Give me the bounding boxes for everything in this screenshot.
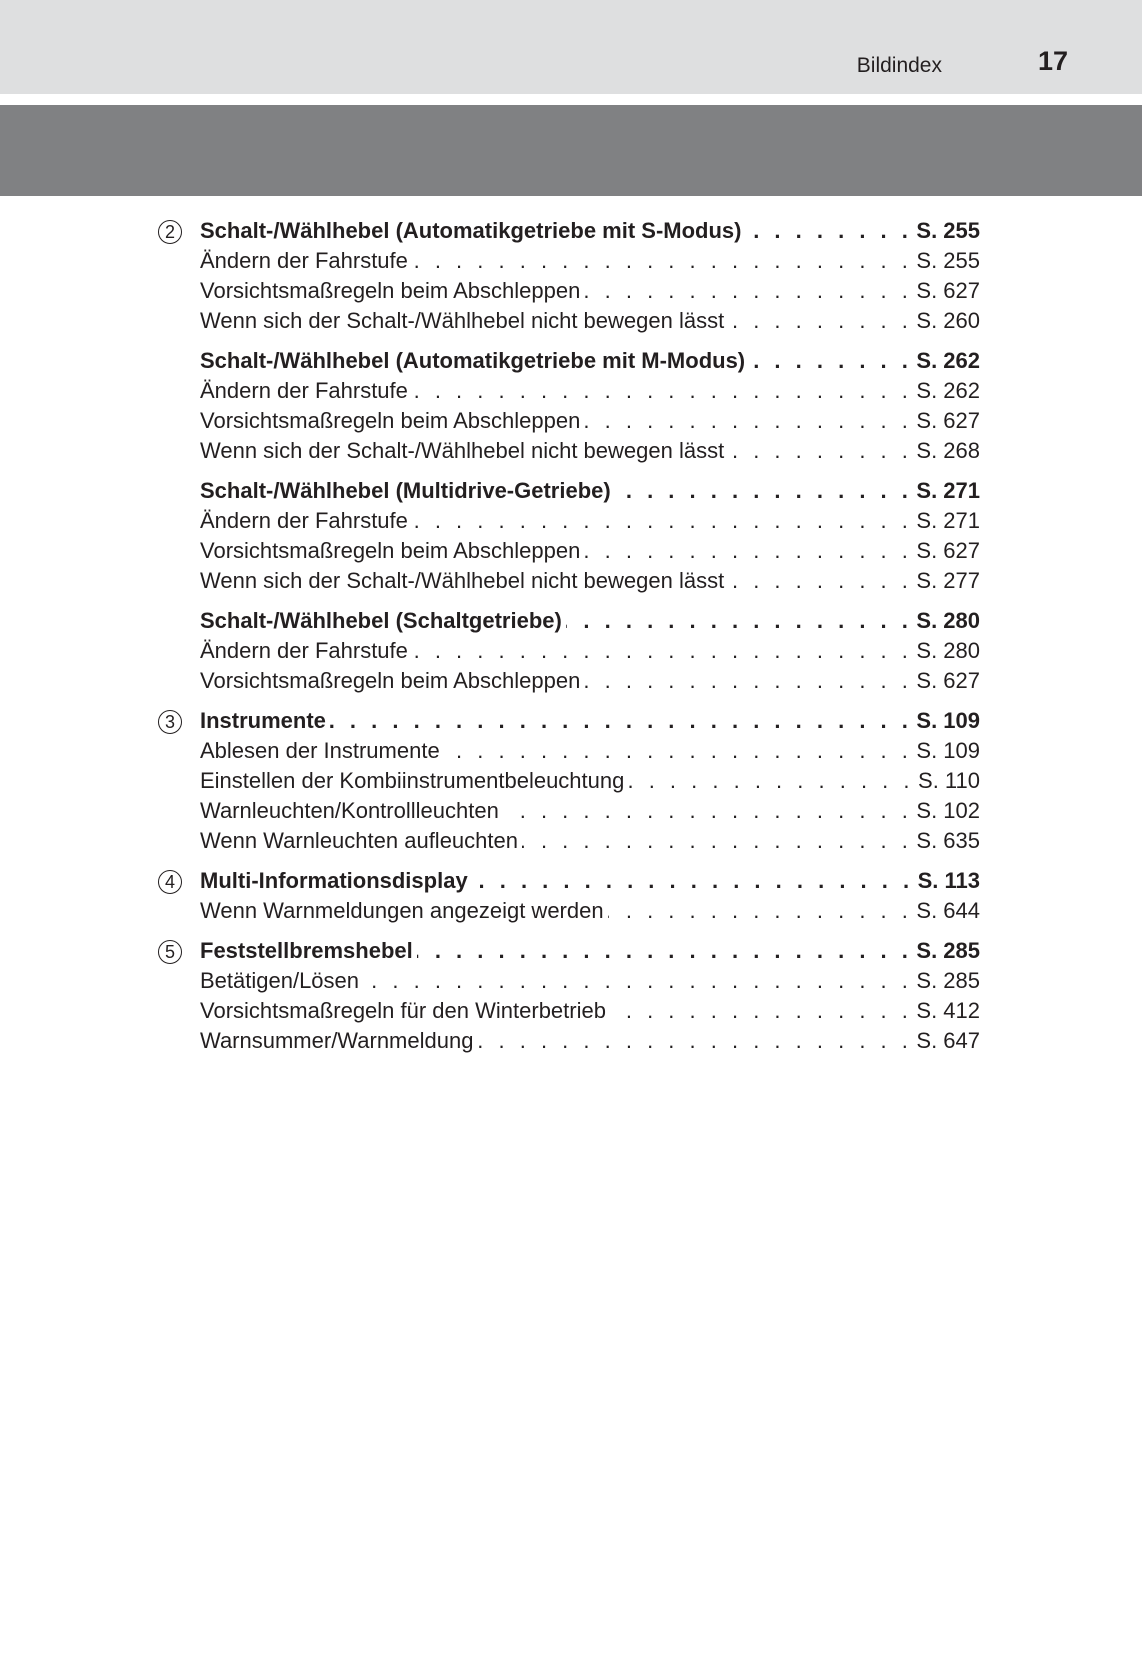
entry-label: Schalt-/Wählhebel (Schaltgetriebe) [200,608,562,633]
dot-leader [745,216,912,246]
entry-page-reference: S. 280 [916,608,980,633]
index-sub-entry[interactable] [200,306,980,336]
dot-leader [472,866,914,896]
entry-page-reference: S. 262 [916,378,980,403]
index-sub-entry[interactable] [200,736,980,766]
index-heading-entry[interactable] [200,476,980,506]
entry-page-reference: S. 285 [916,968,980,993]
page-number: 17 [1037,46,1068,76]
index-heading-entry[interactable] [200,866,980,896]
entry-label: Vorsichtsmaßregeln beim Abschleppen [200,538,581,563]
index-sub-entry[interactable] [200,636,980,666]
index-sub-entry[interactable] [200,996,980,1026]
entry-label: Wenn Warnmeldungen angezeigt werden [200,898,604,923]
entry-label: Schalt-/Wählhebel (Multidrive-Getriebe) [200,478,611,503]
index-sub-entry[interactable] [200,1026,980,1056]
dot-leader [749,346,912,376]
entry-label: Ändern der Fahrstufe [200,248,408,273]
entry-page-reference: S. 255 [916,248,980,273]
index-sub-entry[interactable] [200,406,980,436]
entry-label: Multi-Informationsdisplay [200,868,468,893]
dot-leader [566,606,913,636]
section-title: Bildindex [856,54,942,77]
dot-leader [584,276,912,306]
entry-page-reference: S. 412 [916,998,980,1023]
entry-label: Betätigen/Lösen [200,968,360,993]
entry-page-reference: S. 635 [916,828,980,853]
index-group [150,866,980,926]
entry-page-reference: S. 268 [916,438,980,463]
index-sub-entry[interactable] [200,796,980,826]
entry-label: Ändern der Fahrstufe [200,378,408,403]
dot-leader [728,566,912,596]
circled-number-marker: 5 [158,940,182,964]
index-sub-entry[interactable] [200,966,980,996]
circled-number-marker: 2 [158,220,182,244]
index-group [150,606,980,696]
entry-label: Instrumente [200,708,326,733]
dot-leader [608,896,913,926]
entry-label: Einstellen der Kombiinstrumentbeleuchtung [200,768,625,793]
dot-leader [728,306,912,336]
index-sub-entry[interactable] [200,536,980,566]
index-sub-entry[interactable] [200,896,980,926]
dot-leader [522,826,912,856]
entry-label: Wenn Warnleuchten aufleuchten [200,828,518,853]
entry-page-reference: S. 285 [916,938,980,963]
index-group [150,476,980,596]
entry-page-reference: S. 113 [917,868,980,893]
entry-label: Warnsummer/Warnmeldung [200,1028,474,1053]
dot-leader [363,966,912,996]
index-sub-entry[interactable] [200,666,980,696]
entry-page-reference: S. 627 [916,408,980,433]
entry-page-reference: S. 647 [916,1028,980,1053]
entry-page-reference: S. 110 [918,768,980,793]
index-heading-entry[interactable] [200,606,980,636]
dot-leader [615,476,913,506]
entry-label: Wenn sich der Schalt-/Wählhebel nicht bewegen lässt [200,568,725,593]
index-list [150,216,980,1056]
index-group [150,216,980,336]
index-group [150,936,980,1056]
dot-leader [610,996,912,1026]
index-heading-entry[interactable] [200,706,980,736]
entry-page-reference: S. 644 [916,898,980,923]
dot-leader [477,1026,912,1056]
dot-leader [417,936,913,966]
entry-label: Ändern der Fahrstufe [200,508,408,533]
index-group [150,706,980,856]
entry-label: Vorsichtsmaßregeln für den Winterbetrieb [200,998,606,1023]
entry-label: Schalt-/Wählhebel (Automatikgetriebe mit M-Modus) [200,348,746,373]
entry-page-reference: S. 277 [916,568,980,593]
index-sub-entry[interactable] [200,276,980,306]
entry-page-reference: S. 627 [916,538,980,563]
entry-label: Schalt-/Wählhebel (Automatikgetriebe mit S-Modus) [200,218,742,243]
dot-leader [444,736,913,766]
entry-page-reference: S. 109 [916,708,980,733]
index-heading-entry[interactable] [200,346,980,376]
entry-label: Wenn sich der Schalt-/Wählhebel nicht bewegen lässt [200,308,725,333]
entry-label: Wenn sich der Schalt-/Wählhebel nicht bewegen lässt [200,438,725,463]
index-heading-entry[interactable] [200,216,980,246]
index-sub-entry[interactable] [200,506,980,536]
index-sub-entry[interactable] [200,436,980,466]
entry-page-reference: S. 271 [916,508,980,533]
dot-leader [728,436,912,466]
entry-page-reference: S. 109 [916,738,980,763]
dot-leader [412,246,912,276]
entry-label: Ändern der Fahrstufe [200,638,408,663]
entry-page-reference: S. 627 [916,278,980,303]
dot-leader [412,506,912,536]
entry-label: Warnleuchten/Kontrollleuchten [200,798,499,823]
entry-page-reference: S. 627 [916,668,980,693]
entry-page-reference: S. 102 [916,798,980,823]
dot-leader [584,536,912,566]
entry-label: Vorsichtsmaßregeln beim Abschleppen [200,668,581,693]
entry-page-reference: S. 260 [916,308,980,333]
index-sub-entry[interactable] [200,566,980,596]
entry-page-reference: S. 271 [916,478,980,503]
dot-leader [584,666,912,696]
entry-page-reference: S. 262 [916,348,980,373]
entry-page-reference: S. 255 [916,218,980,243]
entry-label: Vorsichtsmaßregeln beim Abschleppen [200,278,581,303]
entry-page-reference: S. 280 [916,638,980,663]
header-band [0,105,1142,196]
index-heading-entry[interactable] [200,936,980,966]
dot-leader [584,406,912,436]
index-sub-entry[interactable] [200,766,980,796]
circled-number-marker: 4 [158,870,182,894]
index-group [150,346,980,466]
entry-label: Vorsichtsmaßregeln beim Abschleppen [200,408,581,433]
dot-leader [330,706,912,736]
index-sub-entry[interactable] [200,376,980,406]
index-sub-entry[interactable] [200,826,980,856]
dot-leader [412,636,912,666]
index-sub-entry[interactable] [200,246,980,276]
entry-label: Ablesen der Instrumente [200,738,440,763]
entry-label: Feststellbremshebel [200,938,413,963]
header-bar [0,0,1142,94]
dot-leader [412,376,912,406]
circled-number-marker: 3 [158,710,182,734]
dot-leader [503,796,913,826]
dot-leader [628,766,914,796]
